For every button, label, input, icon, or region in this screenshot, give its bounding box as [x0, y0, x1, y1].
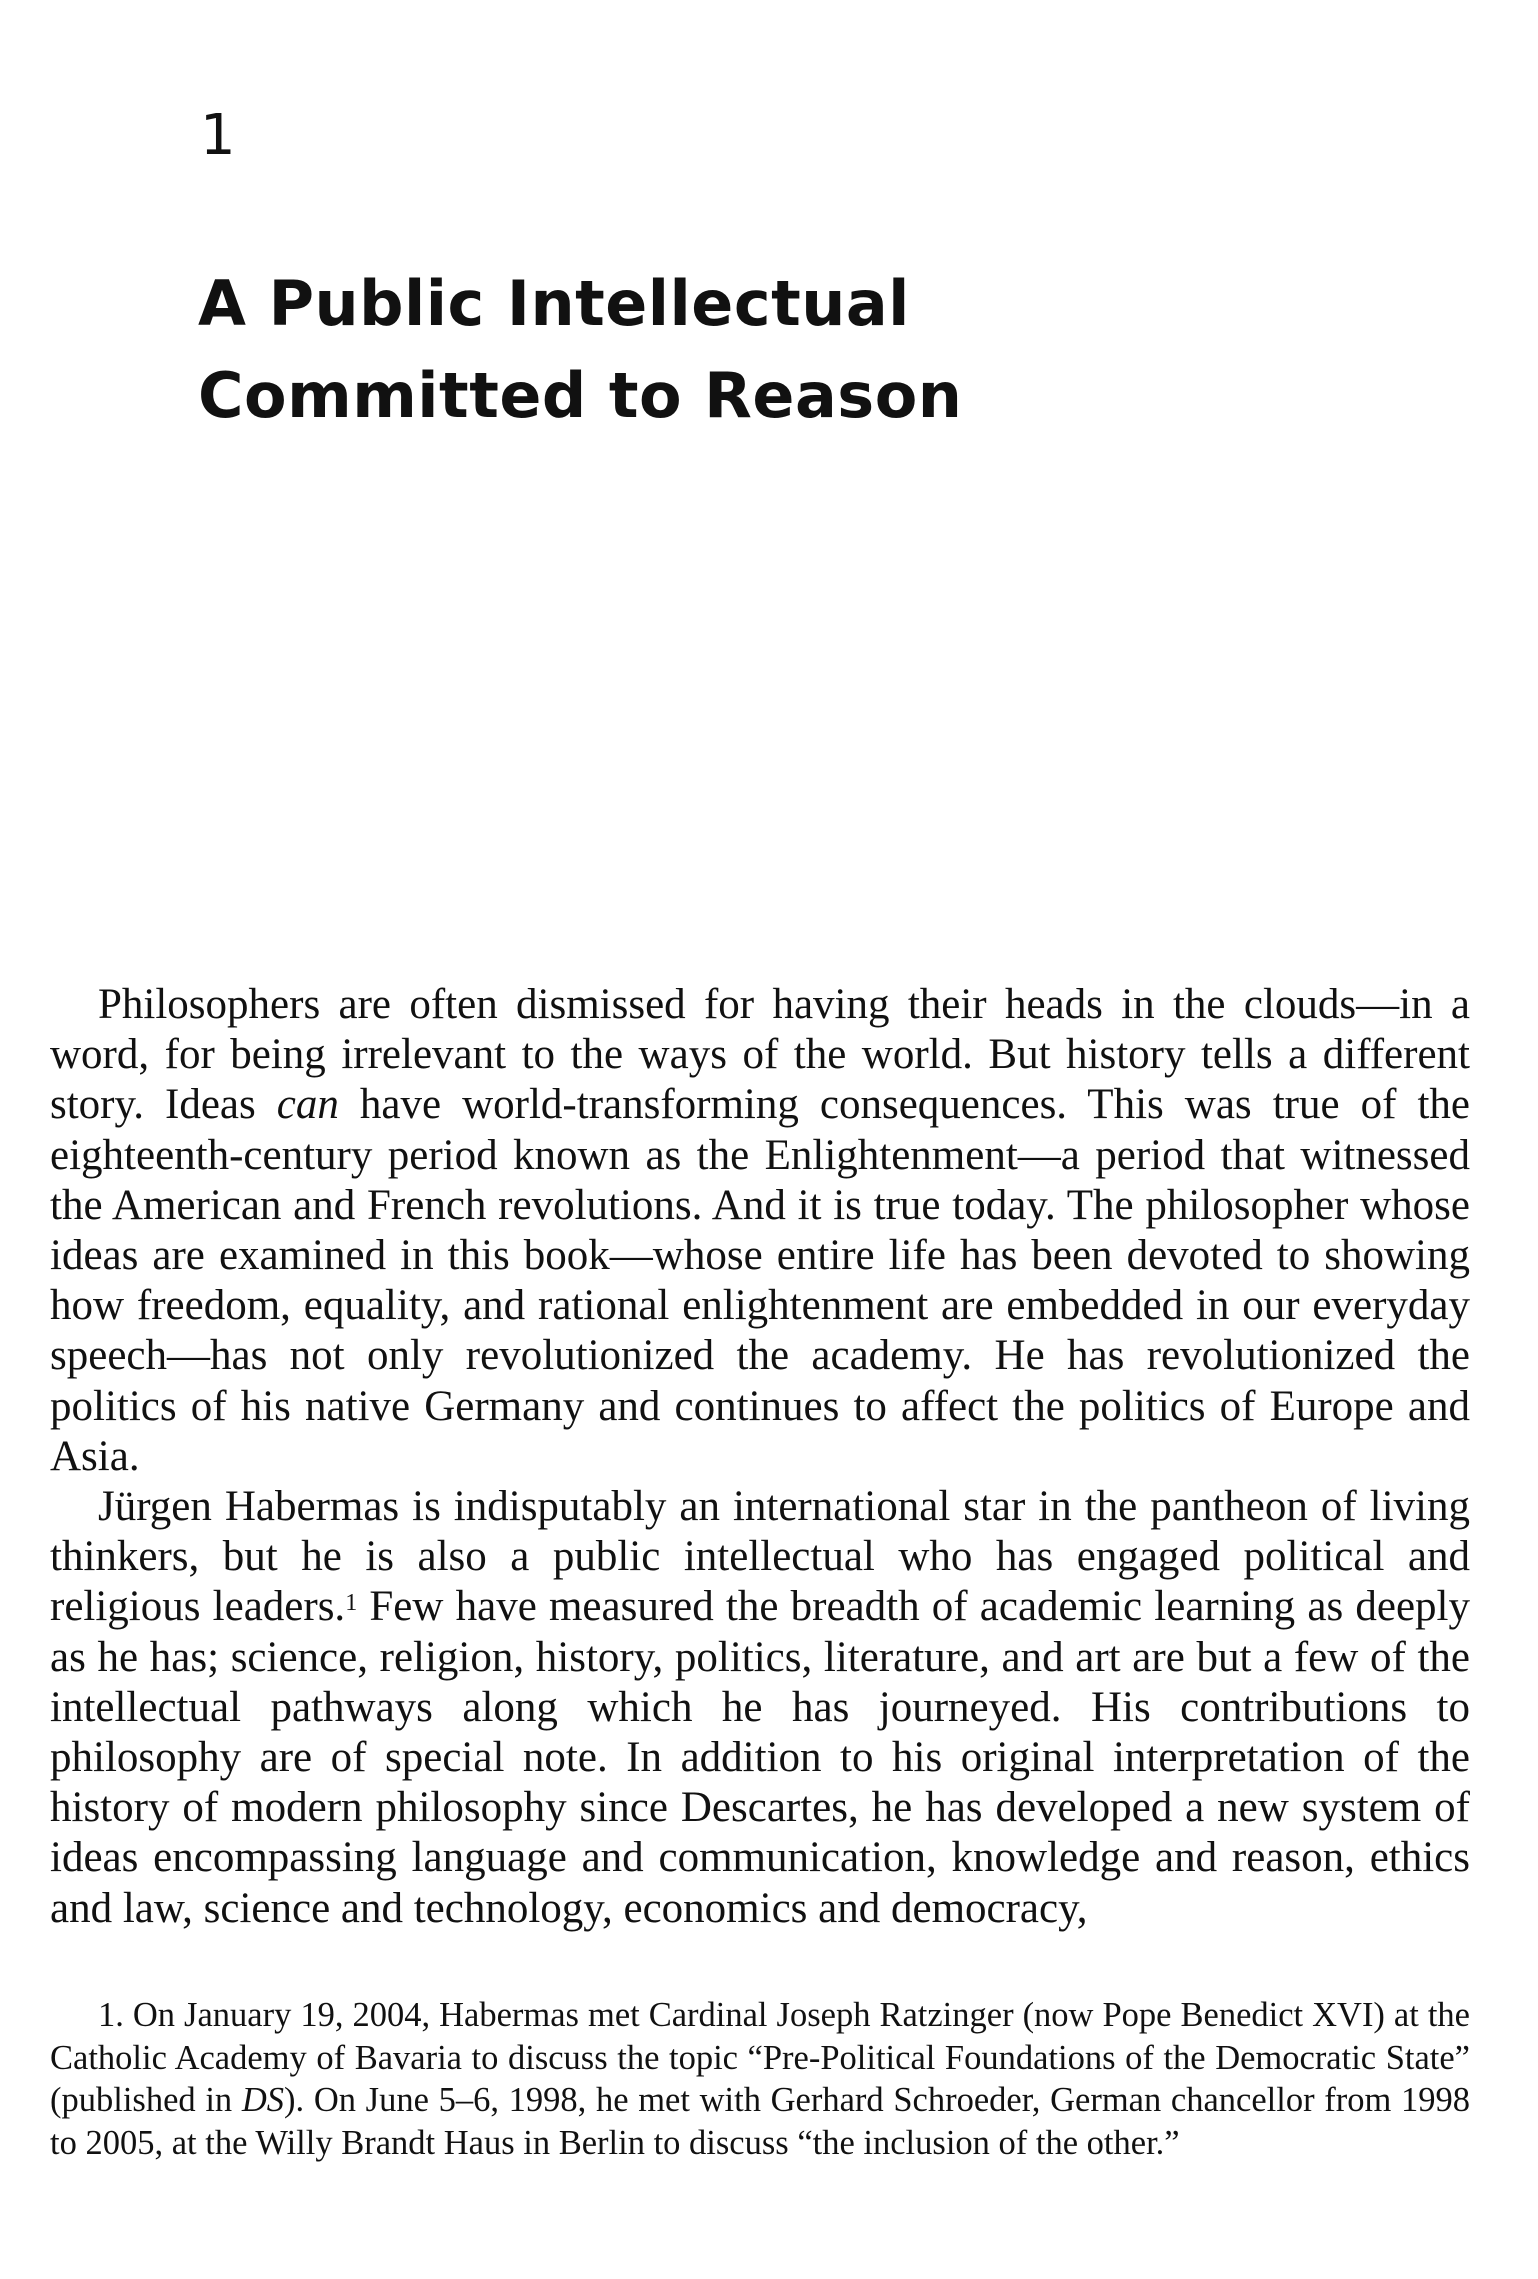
footnote-text-a: 1. On January 19, 2004, Habermas met Cardinal Joseph Ratzinger (now Pope Benedict XVI) at the Catholic Academy of Bavaria to discuss the topic “Pre-Political Foundations of the Democratic State” (published in	[50, 1996, 1470, 2119]
paragraph-1	[50, 980, 1470, 1482]
footnote-reference: 1	[345, 1590, 358, 1617]
footnote-text-b: ). On June 5–6, 1998, he met with Gerhard Schroeder, German chancellor from 1998 to 2005, at the Willy Brandt Haus in Berlin to discuss “the inclusion of the other.”	[50, 2081, 1471, 2162]
paragraph-2-text-a: Jürgen Habermas is indisputably an international star in the pantheon of living thinkers, but he is also a public intellectual who has engaged political and religious leaders.	[50, 1483, 1470, 1631]
footnote-1	[50, 1994, 1470, 2164]
chapter-title-line-2: Committed to Reason	[198, 359, 963, 432]
chapter-title	[198, 258, 1198, 442]
chapter-number: 1	[200, 103, 236, 168]
paragraph-2-text-b: Few have measured the breadth of academic learning as deeply as he has; science, religion, history, politics, literature, and art are but a few of the intellectual pathways along which he has journeyed. His contributions to philosophy are of special note. In addition to his original interpretation of the history of modern philosophy since Descartes, he has developed a new system of ideas encompassing language and communication, knowledge and reason, ethics and law, science and technology, economics and democracy,	[50, 1583, 1470, 1932]
paragraph-1-text-a: Philosophers are often dismissed for having their heads in the clouds—in a word, for being irrelevant to the ways of the world. But history tells a different story. Ideas	[50, 981, 1470, 1129]
footnote-emphasis: DS	[241, 2081, 285, 2119]
paragraph-1-text-b: have world-transforming consequences. This was true of the eighteenth-century period known as the Enlightenment—a period that witnessed the American and French revolutions. And it is true today. The philosopher whose ideas are examined in this book—whose entire life has been devoted to showing how freedom, equality, and rational enlightenment are embedded in our everyday speech—has not only revolutionized the academy. He has revolutionized the politics of his native Germany and continues to affect the politics of Europe and Asia.	[50, 1081, 1470, 1480]
paragraph-1-emphasis: can	[276, 1081, 339, 1129]
body-text	[50, 980, 1470, 1934]
paragraph-2	[50, 1482, 1470, 1934]
chapter-title-line-1: A Public Intellectual	[198, 267, 910, 340]
